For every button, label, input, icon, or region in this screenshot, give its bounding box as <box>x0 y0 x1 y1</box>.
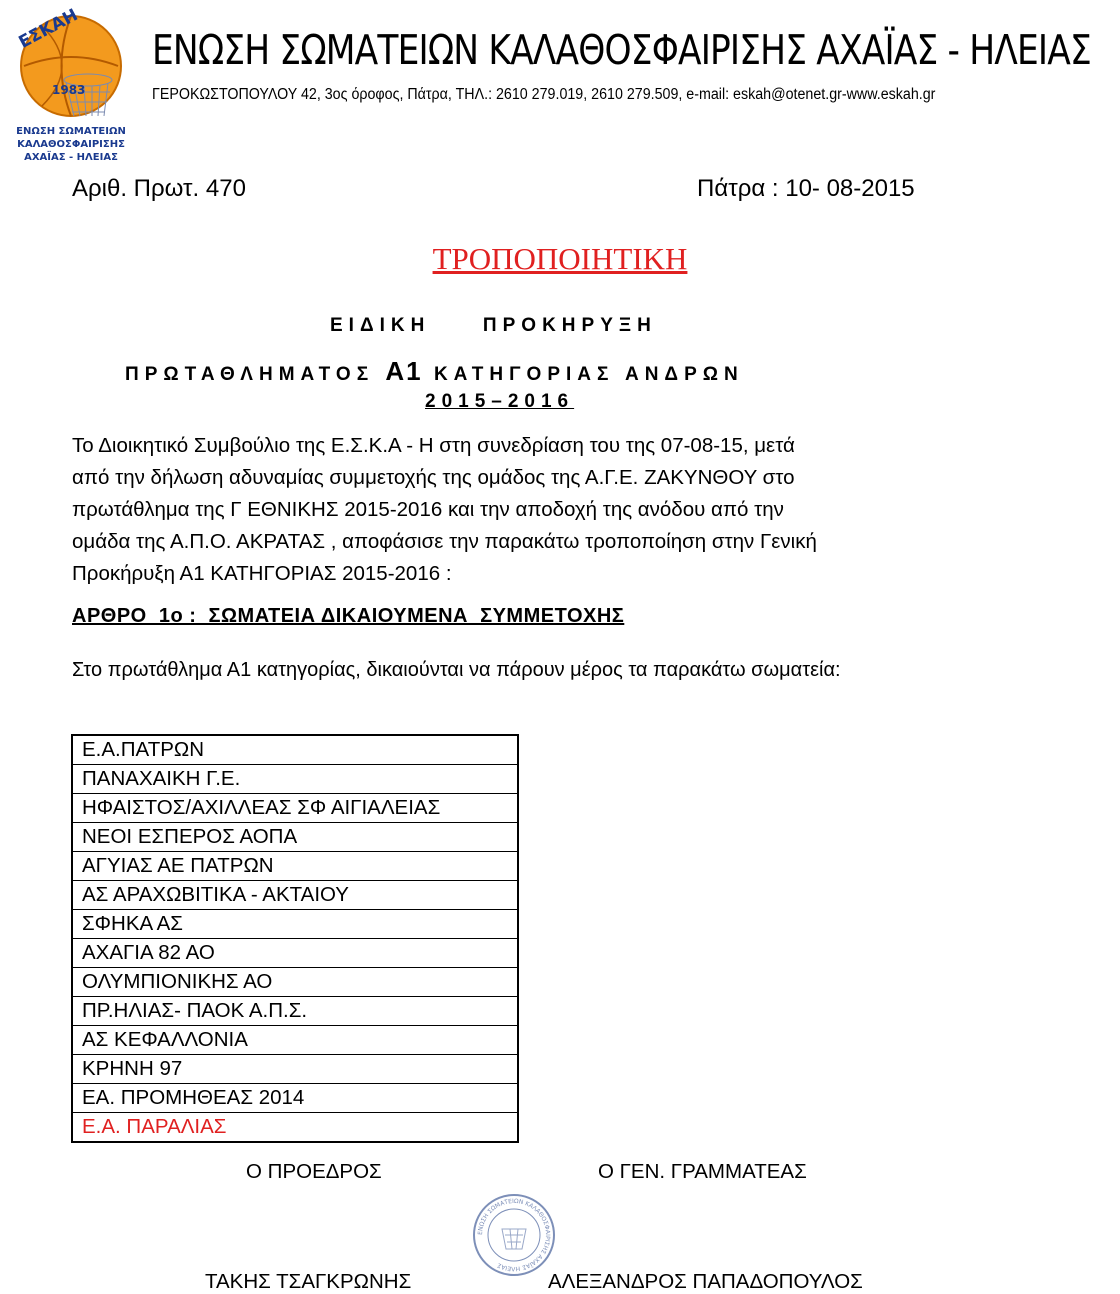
title-championship: ΠΡΩΤΑΘΛΗΜΑΤΟΣ <box>125 364 375 385</box>
club-name: ΑΓΥΙΑΣ ΑΕ ΠΑΤΡΩΝ <box>72 852 518 881</box>
club-name: Ε.Α. ΠΑΡΑΛΙΑΣ <box>72 1113 518 1143</box>
logo-letters: ΕΣΚΑΗ <box>15 5 82 53</box>
club-row <box>72 823 518 852</box>
club-row <box>72 910 518 939</box>
club-name: ΚΡΗΝΗ 97 <box>72 1055 518 1084</box>
club-row <box>72 997 518 1026</box>
club-row <box>72 939 518 968</box>
president-role: Ο ΠΡΟΕΔΡΟΣ <box>246 1160 382 1183</box>
title-division: Α1 <box>385 356 423 386</box>
logo-year: 1983 <box>52 83 86 97</box>
club-row <box>72 794 518 823</box>
club-name: ΑΧΑΓΙΑ 82 ΑΟ <box>72 939 518 968</box>
official-seal <box>472 1193 556 1277</box>
club-name: ΗΦΑΙΣΤΟΣ/ΑΧΙΛΛΕΑΣ ΣΦ ΑΙΓΙΑΛΕΙΑΣ <box>72 794 518 823</box>
paragraph-line: Προκήρυξη Α1 ΚΑΤΗΓΟΡΙΑΣ 2015-2016 : <box>72 562 452 585</box>
seal-text: ΕΝΩΣΗ ΣΩΜΑΤΕΙΩΝ ΚΑΛΑΘΟΣΦΑΙΡΙΣΗΣ ΑΧΑΪΑΣ ΗΛΕΙΑΣ <box>476 1197 552 1273</box>
club-name: ΣΦΗΚΑ ΑΣ <box>72 910 518 939</box>
club-name: ΑΣ ΑΡΑΧΩΒΙΤΙΚΑ - ΑΚΤΑΙΟΥ <box>72 881 518 910</box>
president-name: ΤΑΚΗΣ ΤΣΑΓΚΡΩΝΗΣ <box>205 1270 412 1293</box>
document-title: ΤΡΟΠΟΠΟΙΗΤΙΚΗ <box>432 241 688 276</box>
secretary-name: ΑΛΕΞΑΝΔΡΟΣ ΠΑΠΑΔΟΠΟΥΛΟΣ <box>548 1270 863 1293</box>
club-row <box>72 765 518 794</box>
protocol-number: Αριθ. Πρωτ. 470 <box>72 175 246 202</box>
title-line-2 <box>125 356 744 387</box>
title-line-1 <box>330 315 657 337</box>
club-name: ΠΡ.ΗΛΙΑΣ- ΠΑΟΚ Α.Π.Σ. <box>72 997 518 1026</box>
secretary-role: Ο ΓΕΝ. ΓΡΑΜΜΑΤΕΑΣ <box>598 1160 807 1183</box>
title-category: ΚΑΤΗΓΟΡΙΑΣ ΑΝΔΡΩΝ <box>433 364 744 385</box>
organization-logo <box>12 5 130 166</box>
club-row <box>72 968 518 997</box>
organization-address: ΓΕΡΟΚΩΣΤΟΠΟΥΛΟΥ 42, 3ος όροφος, Πάτρα, ΤΗΛ.: 2610 279.019, 2610 279.509, e-mail: eskah@otenet.gr-www.eskah.gr <box>152 86 936 103</box>
club-row <box>72 1113 518 1143</box>
club-name: Ε.Α.ΠΑΤΡΩΝ <box>72 735 518 765</box>
club-name: ΝΕΟΙ ΕΣΠΕΡΟΣ ΑΟΠΑ <box>72 823 518 852</box>
club-name: ΕΑ. ΠΡΟΜΗΘΕΑΣ 2014 <box>72 1084 518 1113</box>
title-special: ΕΙΔΙΚΗ <box>330 315 431 336</box>
club-name: ΠΑΝΑΧΑΙΚΗ Γ.Ε. <box>72 765 518 794</box>
logo-caption-line: ΑΧΑΪΑΣ - ΗΛΕΙΑΣ <box>24 152 118 163</box>
clubs-table <box>71 734 519 1143</box>
organization-name: ΕΝΩΣΗ ΣΩΜΑΤΕΙΩΝ ΚΑΛΑΘΟΣΦΑΙΡΙΣΗΣ ΑΧΑΪΑΣ - ΗΛΕΙΑΣ <box>152 26 1091 74</box>
club-name: ΑΣ ΚΕΦΑΛΛΟΝΙΑ <box>72 1026 518 1055</box>
place-date: Πάτρα : 10- 08-2015 <box>697 175 915 202</box>
logo-caption-line: ΕΝΩΣΗ ΣΩΜΑΤΕΙΩΝ <box>16 126 126 137</box>
logo-caption-line: ΚΑΛΑΘΟΣΦΑΙΡΙΣΗΣ <box>17 139 125 150</box>
club-row <box>72 881 518 910</box>
club-name: ΟΛΥΜΠΙΟΝΙΚΗΣ ΑΟ <box>72 968 518 997</box>
club-row <box>72 1055 518 1084</box>
paragraph-line: ομάδα της Α.Π.Ο. ΑΚΡΑΤΑΣ , αποφάσισε την παρακάτω τροποποίηση στην Γενική <box>72 530 817 553</box>
article-intro: Στο πρωτάθλημα Α1 κατηγορίας, δικαιούνται να πάρουν μέρος τα παρακάτω σωματεία: <box>72 659 841 681</box>
decision-paragraph <box>72 430 972 590</box>
title-season: 2015–2016 <box>425 391 575 412</box>
club-row <box>72 735 518 765</box>
article-heading: ΑΡΘΡΟ 1ο : ΣΩΜΑΤΕΙΑ ΔΙΚΑΙΟΥΜΕΝΑ ΣΥΜΜΕΤΟΧΗΣ <box>72 605 625 627</box>
club-row <box>72 1026 518 1055</box>
title-notice: ΠΡΟΚΗΡΥΞΗ <box>482 315 657 336</box>
paragraph-line: πρωτάθλημα της Γ ΕΘΝΙΚΗΣ 2015-2016 και την αποδοχή της ανόδου από την <box>72 498 784 521</box>
club-row <box>72 852 518 881</box>
club-row <box>72 1084 518 1113</box>
paragraph-line: Το Διοικητικό Συμβούλιο της Ε.Σ.Κ.Α - Η στη συνεδρίαση του της 07-08-15, μετά <box>72 434 795 457</box>
paragraph-line: από την δήλωση αδυναμίας συμμετοχής της ομάδος της Α.Γ.Ε. ΖΑΚΥΝΘΟΥ στο <box>72 466 795 489</box>
